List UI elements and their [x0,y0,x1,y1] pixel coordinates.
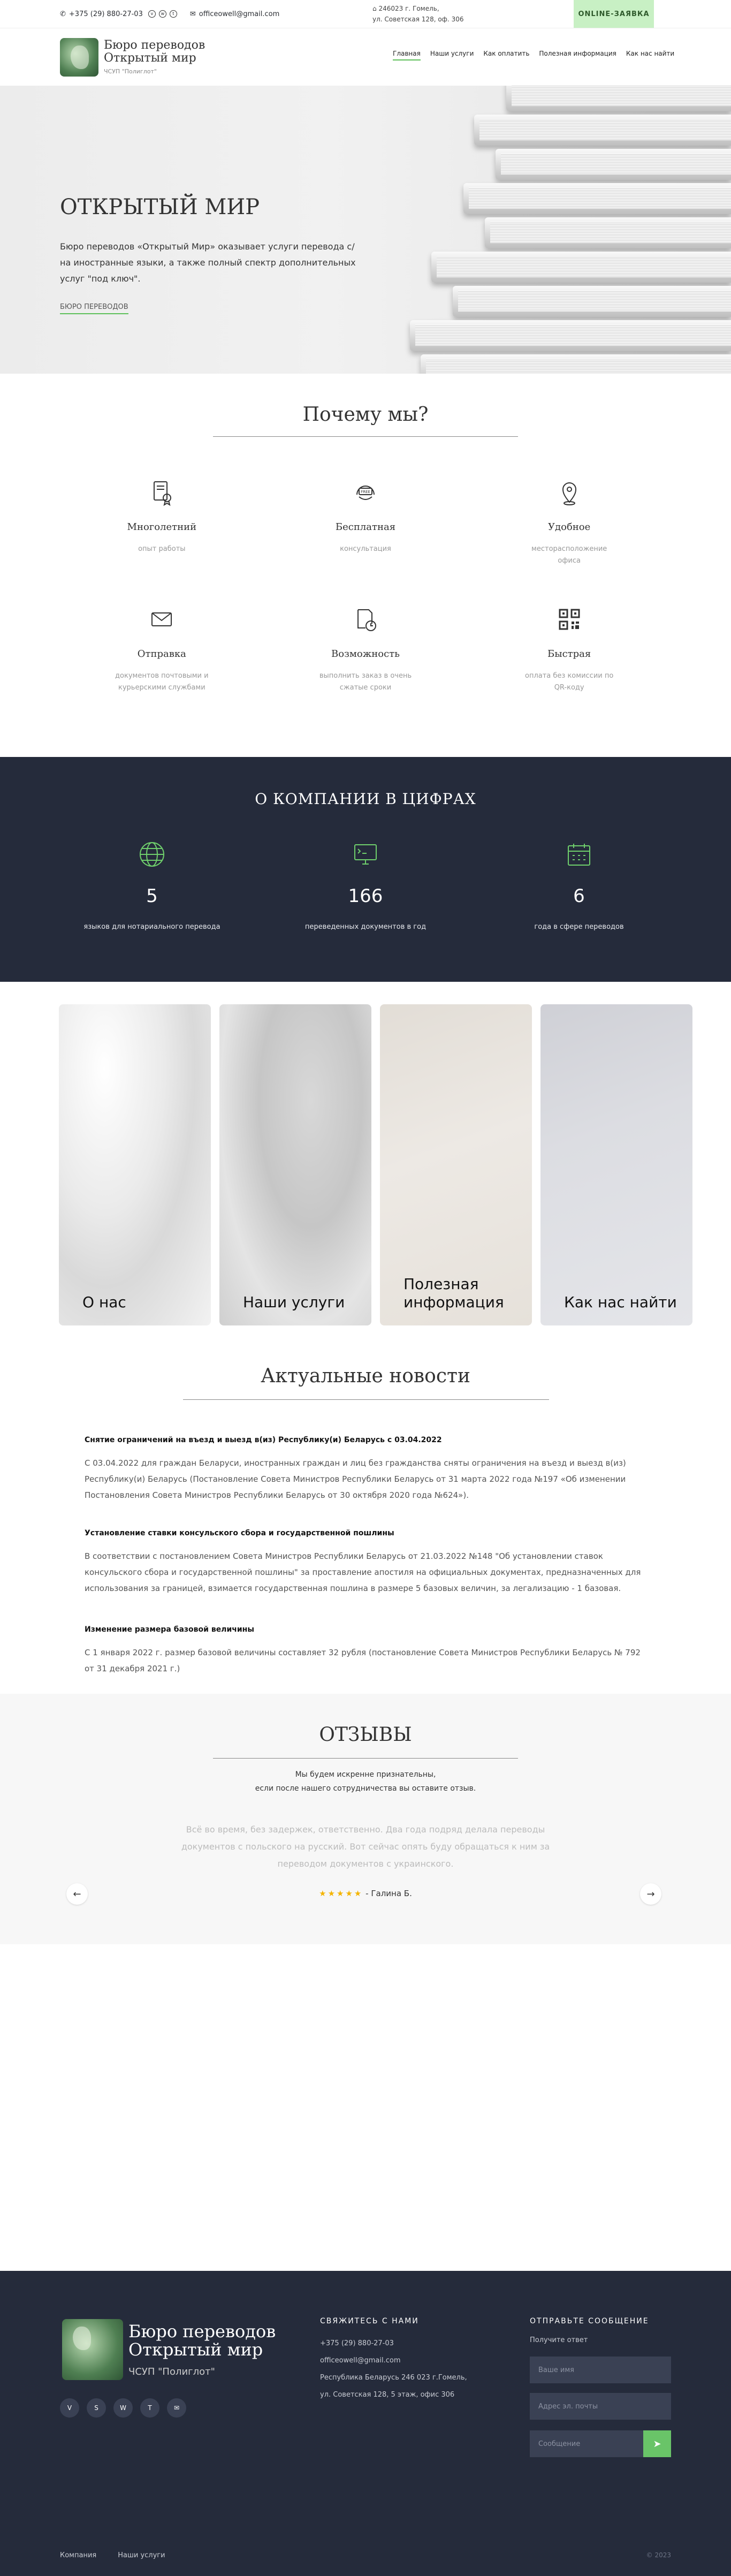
card-label: Как нас найти [564,1293,677,1311]
main-nav [393,50,674,60]
stat-value: 6 [573,885,585,907]
email-icon[interactable]: ✉ [167,2398,186,2418]
news-item-title[interactable]: Установление ставки консульского сбора и государственной пошлины [85,1529,394,1537]
footer-link-services[interactable]: Наши услуги [118,2551,165,2559]
prev-arrow-button[interactable]: ← [66,1883,88,1905]
home-icon: ⌂ [372,5,377,12]
feature-item [60,605,264,694]
footer-link-company[interactable]: Компания [60,2551,97,2559]
reviews-intro: Мы будем искренне признательны, если после нашего сотрудничества вы оставите отзыв. [255,1770,476,1793]
whatsapp-icon[interactable]: w [159,10,166,18]
contact-address: Республика Беларусь 246 023 г.Гомель, [320,2374,467,2382]
monitor-icon [351,839,380,869]
feature-title: Бесплатная [335,521,396,533]
nav-services[interactable]: Наши услуги [430,50,474,57]
card-services[interactable] [219,1004,371,1325]
news-item-title[interactable]: Снятие ограничений на въезд и выезд в(из) Республику(и) Беларусь с 03.04.2022 [85,1436,442,1444]
top-social [148,10,177,18]
feature-item [467,605,671,694]
logo-title-2: Открытый мир [128,2339,263,2360]
features-grid [60,479,671,694]
stat-item [477,839,681,931]
card-label: Наши услуги [243,1293,345,1311]
viber-icon[interactable]: v [148,10,156,18]
globe-icon [137,839,167,869]
stat-item [264,839,467,931]
feature-title: Быстрая [547,648,591,660]
footer-contacts [320,2335,467,2404]
divider [213,1758,518,1759]
logo-image[interactable] [60,38,98,77]
stat-label: года в сфере переводов [534,923,624,931]
feature-item [60,479,264,567]
email-input[interactable] [530,2393,671,2420]
clock-document-icon [352,605,379,633]
feature-item [467,479,671,567]
navigation-cards [0,982,731,1346]
card-label: Полезная информация [403,1275,504,1311]
skype-icon[interactable]: S [87,2398,106,2418]
reviews-section [0,1694,731,1944]
nav-info[interactable]: Полезная информация [539,50,616,57]
news-item-text: В соответствии с постановлением Совета Министров Республики Беларусь от 21.03.2022 №148 "Об установлении ставок консульского сбора и государственной пошлины" за проставление апостиля на официальных документах, предназначенных для использования за границей, взимается государственная пошлина в размере 5 базовых величин, за легализацию - 1 базовая. [85,1551,641,1593]
telegram-icon[interactable]: T [140,2398,159,2418]
phone[interactable]: ✆ +375 (29) 880-27-03 [60,10,143,18]
logo-title-1: Бюро переводов [128,2321,276,2342]
card-label: О нас [82,1293,126,1311]
company-stats [0,757,731,982]
online-order-button[interactable]: ONLINE-ЗАЯВКА [574,0,654,28]
news-item-text: С 03.04.2022 для граждан Беларуси, иностранных граждан и лиц без гражданства сняты ограничения на въезд и выезд в(из) Республику(и) Беларусь (Постановление Совета Министров Республики Беларусь от 31 марта 2022 года №197 «Об изменении Постановления Совета Министров Республики Беларусь от 30 октября 2020 года №624»). [85,1458,626,1500]
card-about[interactable] [59,1004,211,1325]
feature-subtitle: опыт работы [138,545,186,553]
qr-code-icon [555,605,583,633]
message-subtitle: Получите ответ [530,2336,588,2344]
stat-item [50,839,254,931]
location-icon [555,479,583,506]
footer-logo[interactable] [62,2319,276,2380]
top-bar [0,0,731,28]
stat-label: языков для нотариального перевода [83,923,220,931]
empty-space [0,1944,731,2271]
feature-subtitle: оплата без комиссии по QR-коду [525,672,614,692]
message-title: ОТПРАВЬТЕ СООБЩЕНИЕ [530,2317,649,2325]
footer-social [60,2398,186,2418]
viber-icon[interactable]: V [60,2398,79,2418]
star-rating: ★★★★★ [319,1889,363,1898]
feature-item [264,605,468,694]
logo-title-1: Бюро переводов [104,39,205,52]
divider [183,1399,549,1400]
email[interactable]: ✉ officeowell@gmail.com [189,10,280,18]
footer-links [60,2551,165,2559]
feature-subtitle: месторасположение офиса [531,545,607,565]
stats-title: О КОМПАНИИ В ЦИФРАХ [255,790,476,808]
news-section [0,1346,731,1694]
card-useful-info[interactable] [380,1004,532,1325]
reviews-title: ОТЗЫВЫ [319,1724,412,1746]
hero-title: ОТКРЫТЫЙ МИР [60,195,260,219]
stat-label: переведенных документов в год [304,923,427,931]
contact-phone[interactable]: +375 (29) 880-27-03 [320,2339,394,2347]
feature-title: Возможность [331,648,400,660]
hero-banner [0,86,731,374]
hero-link[interactable]: БЮРО ПЕРЕВОДОВ [60,303,128,314]
feature-subtitle: консультация [340,545,391,553]
logo-subtitle: ЧСУП "Полиглот" [128,2366,215,2377]
news-item-text: С 1 января 2022 г. размер базовой величины составляет 32 рубля (постановление Совета Министров Республики Беларусь № 792 от 31 декабря 2021 г.) [85,1648,641,1673]
logo-subtitle: ЧСУП "Полиглот" [104,68,157,75]
books-image [399,86,731,374]
why-title: Почему мы? [302,404,429,426]
news-item [85,1529,646,1596]
contacts-title: СВЯЖИТЕСЬ С НАМИ [320,2317,419,2325]
nav-home[interactable]: Главная [393,50,421,60]
why-us-section [0,374,731,757]
feature-subtitle: документов почтовыми и курьерскими службами [115,672,209,692]
site-header [0,28,731,86]
document-icon [148,479,176,506]
stat-value: 166 [348,885,383,907]
logo-title-2: Открытый мир [104,51,196,65]
free-icon [352,479,379,506]
review-author: ★★★★★ - Галина Б. [319,1889,412,1898]
telegram-icon[interactable]: t [170,10,177,18]
feature-title: Удобное [548,521,591,533]
whatsapp-icon[interactable]: W [113,2398,133,2418]
name-input[interactable] [530,2357,671,2383]
divider [213,436,518,437]
review-quote: Всё во время, без задержек, ответственно. Два года подряд делала переводы документов с польского на русский. Вот сейчас опять буду обращаться к ним за переводом документов с украинского. [181,1824,550,1869]
nav-contacts[interactable]: Как нас найти [626,50,675,57]
feature-title: Многолетний [127,521,197,533]
logo-image [62,2319,123,2380]
contact-email[interactable]: officeowell@gmail.com [320,2357,401,2365]
feature-subtitle: выполнить заказ в очень сжатые сроки [319,672,412,692]
feature-item [264,479,468,567]
news-title: Актуальные новости [261,1365,470,1387]
footer [0,2271,731,2533]
contact-address: ул. Советская 128, 5 этаж, офис 306 [320,2391,455,2399]
card-find-us[interactable] [540,1004,692,1325]
hero-text: Бюро переводов «Открытый Мир» оказывает услуги перевода с/на иностранные языки, а также полный спектр дополнительных услуг "под ключ". [60,241,356,284]
logo-text [104,39,205,75]
phone-icon: ✆ [60,10,66,18]
envelope-icon [148,605,176,633]
send-button[interactable]: ➤ [643,2430,671,2457]
svg-text:FREE: FREE [361,490,370,494]
news-item-title[interactable]: Изменение размера базовой величины [85,1625,255,1634]
feature-title: Отправка [137,648,186,660]
nav-payment[interactable]: Как оплатить [483,50,530,57]
news-item [85,1436,646,1503]
next-arrow-button[interactable]: → [640,1883,661,1905]
stat-value: 5 [146,885,158,907]
envelope-icon: ✉ [189,10,196,18]
copyright: © 2023 [646,2551,671,2559]
footer-bottom-bar [0,2533,731,2576]
news-item [85,1625,646,1677]
address: ⌂ 246023 г. Гомель, ул. Советская 128, оф. 306 [372,5,464,23]
calendar-icon [564,839,594,869]
